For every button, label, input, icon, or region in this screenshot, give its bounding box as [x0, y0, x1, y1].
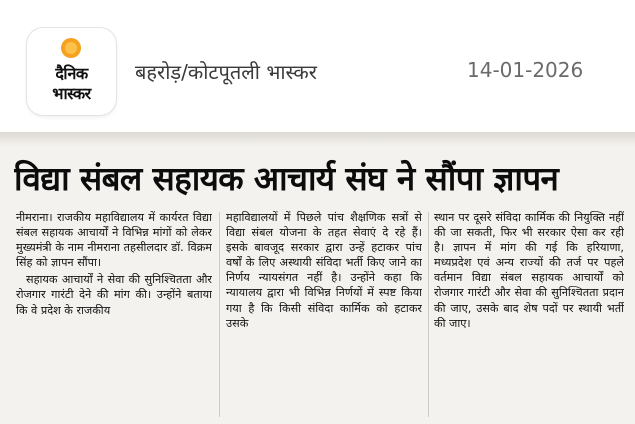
- dainik-bhaskar-logo[interactable]: [27, 28, 116, 115]
- article-column-1: [16, 210, 212, 424]
- clipping-top-edge: [0, 132, 635, 146]
- edition-title: बहरोड़/कोटपूतली भास्कर: [135, 60, 317, 84]
- sun-icon: [57, 34, 85, 62]
- edition-date: 14-01-2026: [467, 58, 584, 82]
- news-clipping: [0, 132, 635, 424]
- app-header: [0, 0, 635, 132]
- column-2-paragraph-1: महाविद्यालयों में पिछले पांच शैक्षणिक सत्रों से विद्या संबल योजना के तहत सेवाएं दे रहे हैं। इसके बावजूद सरकार द्वारा उन्हें हटाकर पांच वर्षों के लिए अस्थायी संविदा भर्ती किए जाने का निर्णय न्यायसंगत नहीं है। उन्होंने कहा कि न्यायालय द्वारा भी विभिन्न निर्णयों में स्पष्ट किया गया है कि किसी संविदा कार्मिक को हटाकर उसके: [226, 211, 422, 330]
- column-divider: [428, 212, 429, 417]
- article-column-2: [226, 210, 422, 424]
- column-divider: [219, 212, 220, 417]
- column-1-paragraph-1: नीमराना। राजकीय महाविद्यालय में कार्यरत विद्या संबल सहायक आचार्यों ने विभिन्न मांगों को लेकर मुख्यमंत्री के नाम नीमराना तहसीलदार डॉ. विक्रम सिंह को ज्ञापन सौंपा।: [16, 211, 212, 270]
- logo-text-dainik: दैनिक: [55, 64, 88, 83]
- column-3-paragraph-1: स्थान पर दूसरे संविदा कार्मिक की नियुक्ति नहीं की जा सकती, फिर भी सरकार ऐसा कर रही है। ज्ञापन में मांग की गई कि हरियाणा, मध्यप्रदेश एवं अन्य राज्यों की तर्ज पर पहले वर्तमान विद्या संबल सहायक आचार्यों को रोजगार गारंटी और सेवा की सुनिश्चितता प्रदान की जाए, उसके बाद शेष पदों पर स्थायी भर्ती की जाए।: [434, 211, 624, 330]
- logo-text-bhaskar: भास्कर: [52, 84, 91, 103]
- column-1-paragraph-2: सहायक आचार्यों ने सेवा की सुनिश्चितता और रोजगार गारंटी देने की मांग की। उन्होंने बताया कि वे प्रदेश के राजकीय: [16, 273, 212, 317]
- article-headline: विद्या संबल सहायक आचार्य संघ ने सौंपा ज्ञापन: [14, 159, 559, 198]
- article-column-3: [434, 210, 624, 424]
